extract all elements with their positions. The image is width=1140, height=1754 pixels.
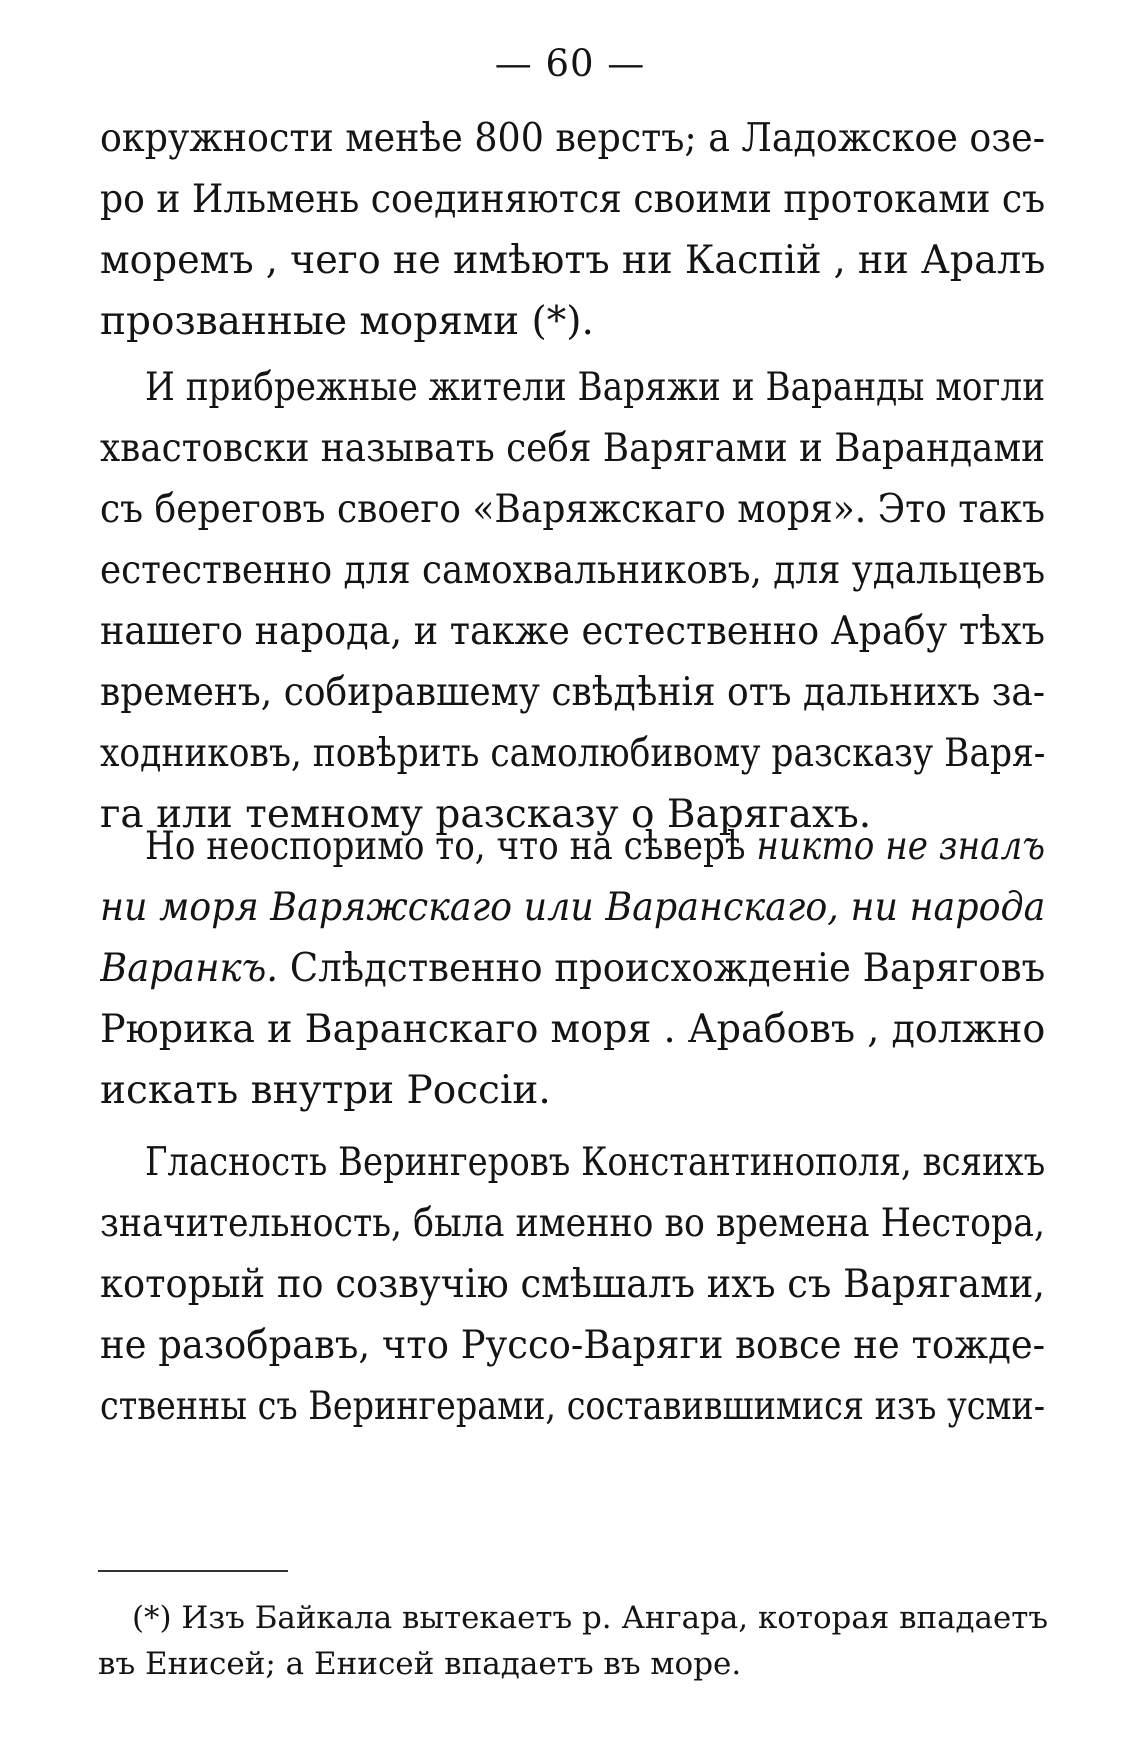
text-line: га или темному разсказу о Варягахъ.	[100, 792, 872, 837]
text-run: искать внутри Россіи.	[100, 1068, 551, 1113]
text-line: который по созвучію смѣшалъ ихъ съ Варягами,	[100, 1262, 1045, 1307]
text-run: Рюрика и Варанскаго моря . Арабовъ , должно	[100, 1007, 1045, 1052]
text-run: Но неоспоримо то, что на сѣверѣ	[145, 824, 757, 869]
paragraph-3	[100, 816, 1045, 1121]
text-line: моремъ , чего не имѣютъ ни Каспій , ни Аралъ	[100, 238, 1045, 283]
footnote-divider	[98, 1570, 288, 1572]
text-line: ственны съ Верингерами, составившимися изъ усми-	[100, 1384, 1045, 1429]
text-line	[100, 999, 1045, 1060]
italic-text-run: никто не зналъ	[756, 824, 1045, 869]
text-line	[100, 1060, 1045, 1121]
text-line: прозванные морями (*).	[100, 299, 594, 344]
text-line: Гласность Верингеровъ Константинополя, всяихъ	[145, 1140, 1045, 1185]
footnote-line: въ Енисей; а Енисей впадаетъ въ море.	[98, 1646, 742, 1682]
text-line: временъ, собиравшему свѣдѣнія отъ дальнихъ за-	[100, 670, 1045, 715]
text-line: съ береговъ своего «Варяжскаго моря». Это такъ	[100, 487, 1045, 532]
footnote	[98, 1595, 1048, 1687]
page-number: — 60 —	[494, 42, 646, 85]
paragraph-4	[100, 1132, 1045, 1437]
text-line: ходниковъ, повѣрить самолюбивому разсказу Варя-	[100, 731, 1045, 776]
text-line: ро и Ильмень соединяются своими протоками съ	[100, 177, 1045, 222]
text-line: значительность, была именно во времена Нестора,	[100, 1201, 1045, 1246]
text-line: нашего народа, и также естественно Арабу тѣхъ	[100, 609, 1045, 654]
text-line	[100, 816, 1045, 877]
text-line: не разобравъ, что Руссо-Варяги вовсе не тожде-	[100, 1323, 1045, 1368]
text-line: окружности менѣе 800 верстъ; а Ладожское озе-	[100, 116, 1045, 161]
text-run: Слѣдственно происхожденіе Варяговъ	[278, 946, 1045, 991]
footnote-line: (*) Изъ Байкала вытекаетъ р. Ангара, которая впадаетъ	[132, 1600, 1048, 1636]
text-line: хвастовски называть себя Варягами и Варандами	[100, 426, 1045, 471]
paragraph-1	[100, 108, 1045, 352]
text-line: И прибрежные жители Варяжи и Варанды могли	[145, 365, 1045, 410]
text-line: естественно для самохвальниковъ, для удальцевъ	[100, 548, 1045, 593]
paragraph-2	[100, 357, 1045, 845]
italic-text-run: Варанкъ.	[100, 946, 279, 991]
italic-text-run: ни моря Варяжскаго или Варанскаго, ни народа	[100, 885, 1045, 930]
text-line	[100, 877, 1045, 938]
text-line	[100, 938, 1045, 999]
